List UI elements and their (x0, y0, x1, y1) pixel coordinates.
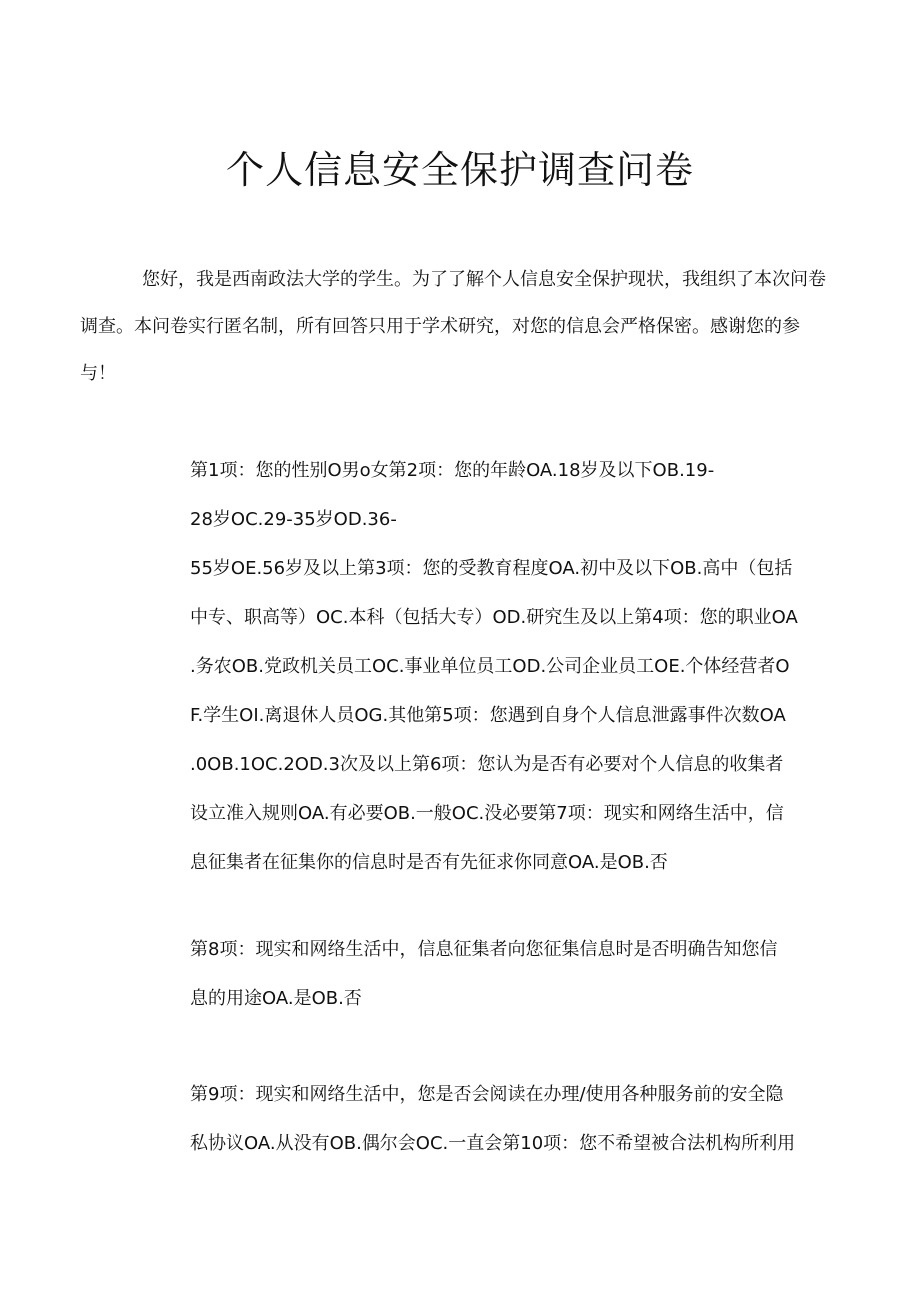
intro-paragraph: 您好，我是西南政法大学的学生。为了了解个人信息安全保护现状，我组织了本次问卷调查。本问卷实行匿名制，所有回答只用于学术研究，对您的信息会严格保密。感谢您的参与！ (80, 269, 826, 384)
text-line: 私协议OA.从没有OB.偶尔会OC.一直会第10项：您不希望被合法机构所利用 (190, 1133, 796, 1154)
question-8 (190, 925, 835, 1023)
text-line: 第9项：现实和网络生活中，您是否会阅读在办理/使用各种服务前的安全隐 (190, 1084, 784, 1105)
questions-1-to-7 (190, 446, 835, 887)
text-line: 28岁OC.29-35岁OD.36- (190, 509, 397, 530)
text-line: 中专、职高等）OC.本科（包括大专）OD.研究生及以上第4项：您的职业OA (190, 607, 798, 628)
text-line: 第8项：现实和网络生活中，信息征集者向您征集信息时是否明确告知您信 (190, 939, 778, 960)
document-title: 个人信息安全保护调查问卷 (225, 148, 694, 192)
text-line: 息征集者在征集你的信息时是否有先征求你同意OA.是OB.否 (190, 852, 668, 873)
text-line: 55岁OE.56岁及以上第3项：您的受教育程度OA.初中及以下OB.高中（包括 (190, 558, 793, 579)
questions-9-10 (190, 1070, 835, 1168)
text-line: .务农OB.党政机关员工OC.事业单位员工OD.公司企业员工OE.个体经营者O (190, 656, 790, 677)
text-line: .0OB.1OC.2OD.3次及以上第6项：您认为是否有必要对个人信息的收集者 (190, 754, 784, 775)
text-line: 第1项：您的性别O男o女第2项：您的年龄OA.18岁及以下OB.19- (190, 460, 715, 481)
text-line: 设立准入规则OA.有必要OB.一般OC.没必要第7项：现实和网络生活中，信 (190, 803, 784, 824)
text-line: F.学生OI.离退休人员OG.其他第5项：您遇到自身个人信息泄露事件次数OA (190, 705, 786, 726)
text-line: 息的用途OA.是OB.否 (190, 988, 362, 1009)
